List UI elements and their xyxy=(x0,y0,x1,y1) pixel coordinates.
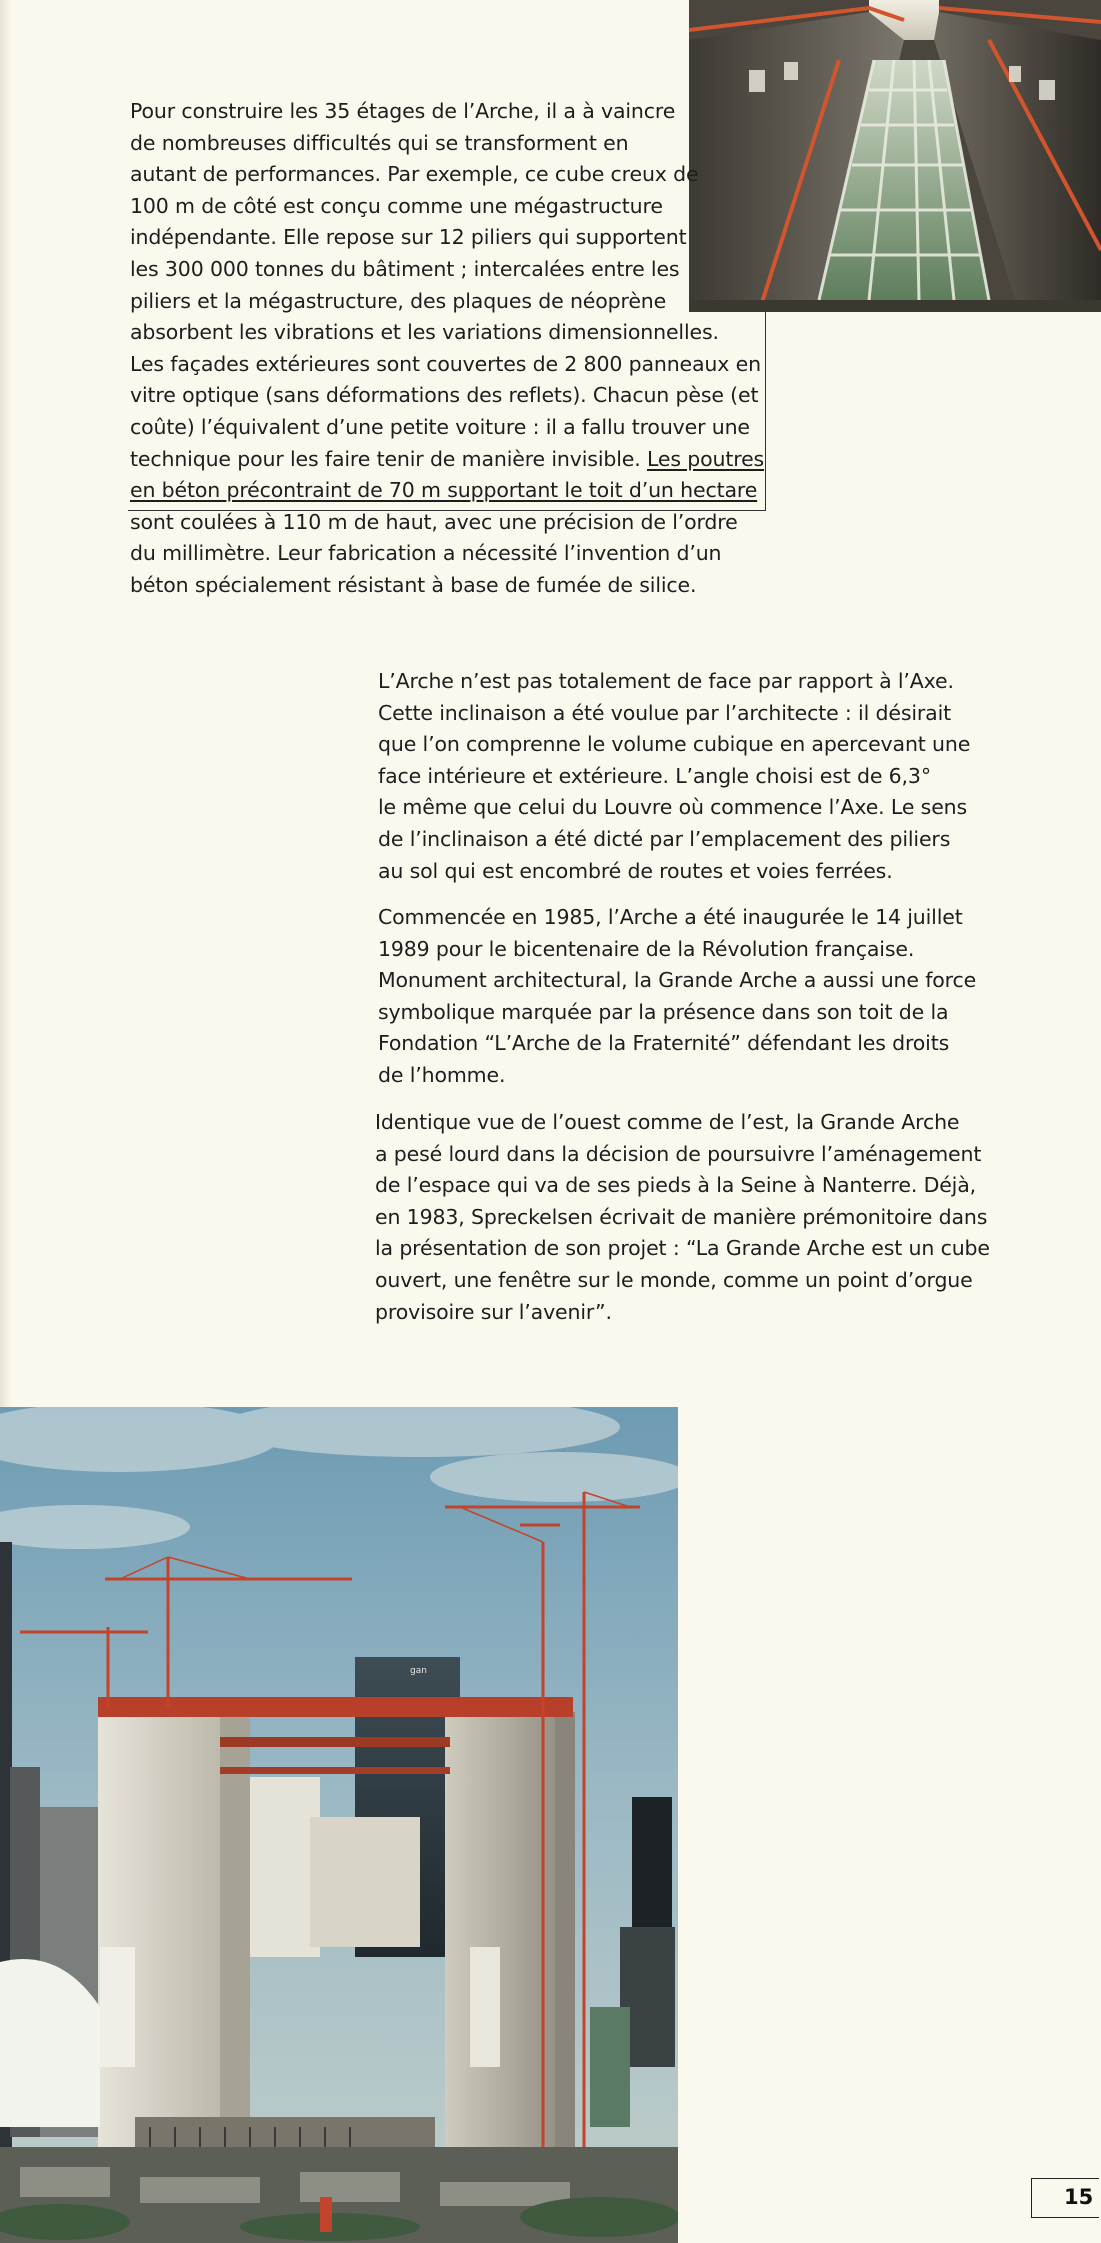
text-line: que l’on comprenne le volume cubique en apercevant une xyxy=(378,732,971,757)
page-number: 15 xyxy=(1064,2185,1094,2209)
text-line: L’Arche n’est pas totalement de face par rapport à l’Axe. xyxy=(378,669,954,693)
text-line: piliers et la mégastructure, des plaques de néoprène xyxy=(130,288,667,313)
underlined-text-line: en béton précontraint de 70 m supportant le toit d’un hectare xyxy=(130,478,758,503)
text-line: symbolique marquée par la présence dans son toit de la xyxy=(378,999,949,1024)
text-line-start: technique pour les faire tenir de manière invisible. xyxy=(130,446,647,471)
text-line: Pour construire les 35 étages de l’Arche, il a à vaincre xyxy=(130,99,676,123)
text-line: indépendante. Elle repose sur 12 piliers qui supportent xyxy=(130,225,687,250)
text-line: Les façades extérieures sont couvertes de 2 800 panneaux en xyxy=(130,351,761,376)
text-line: vitre optique (sans déformations des reflets). Chacun pèse (et xyxy=(130,383,759,408)
text-line: le même que celui du Louvre où commence l’Axe. Le sens xyxy=(378,795,968,820)
text-line: 100 m de côté est conçu comme une mégastructure xyxy=(130,193,663,218)
text-line: Identique vue de l’ouest comme de l’est, la Grande Arche xyxy=(375,1110,960,1134)
text-line: Commencée en 1985, l’Arche a été inaugurée le 14 juillet xyxy=(378,905,963,929)
text-line: autant de performances. Par exemple, ce cube creux de xyxy=(130,162,699,187)
text-line: de l’espace qui va de ses pieds à la Seine à Nanterre. Déjà, xyxy=(375,1173,976,1198)
paragraph-construction-performances xyxy=(130,96,764,602)
text-line: béton spécialement résistant à base de fumée de silice. xyxy=(130,572,697,597)
text-line: en 1983, Spreckelsen écrivait de manière prémonitoire dans xyxy=(375,1204,988,1229)
text-line: 1989 pour le bicentenaire de la Révolution française. xyxy=(378,936,915,961)
text-line: coûte) l’équivalent d’une petite voiture : il a fallu trouver une xyxy=(130,414,750,439)
text-line: les 300 000 tonnes du bâtiment ; intercalées entre les xyxy=(130,256,680,281)
text-line: provisoire sur l’avenir”. xyxy=(375,1299,612,1324)
grande-arche-construction-photo-icon xyxy=(0,1407,678,2243)
text-line: ouvert, une fenêtre sur le monde, comme un point d’orgue xyxy=(375,1267,973,1292)
paragraph-inclination xyxy=(378,666,970,887)
underlined-text: Les poutres xyxy=(646,446,765,471)
paragraph-inauguration xyxy=(378,902,976,1092)
text-line: absorbent les vibrations et les variations dimensionnelles. xyxy=(130,320,719,345)
text-line: Cette inclinaison a été voulue par l’architecte : il désirait xyxy=(378,700,952,725)
text-line: sont coulées à 110 m de haut, avec une précision de l’ordre xyxy=(130,509,738,534)
text-line: Monument architectural, la Grande Arche a aussi une force xyxy=(378,968,977,993)
text-line: au sol qui est encombré de routes et voies ferrées. xyxy=(378,858,893,883)
text-line: la présentation de son projet : “La Grande Arche est un cube xyxy=(375,1236,990,1261)
text-line: de l’homme. xyxy=(378,1062,506,1087)
text-line: face intérieure et extérieure. L’angle choisi est de 6,3° xyxy=(378,763,931,788)
gan-sign: gan xyxy=(410,1666,427,1676)
paragraph-spreckelsen-quote xyxy=(375,1107,990,1328)
text-line-with-underline xyxy=(130,444,764,476)
grande-arche-construction-photo xyxy=(0,1407,678,2243)
text-line: a pesé lourd dans la décision de poursuivre l’aménagement xyxy=(375,1141,982,1166)
text-line: de nombreuses difficultés qui se transforment en xyxy=(130,130,629,155)
frame-line-vertical xyxy=(765,310,766,511)
text-line: du millimètre. Leur fabrication a nécessité l’invention d’un xyxy=(130,541,722,566)
text-line: de l’inclinaison a été dicté par l’emplacement des piliers xyxy=(378,826,951,851)
text-line: Fondation “L’Arche de la Fraternité” défendant les droits xyxy=(378,1031,950,1056)
